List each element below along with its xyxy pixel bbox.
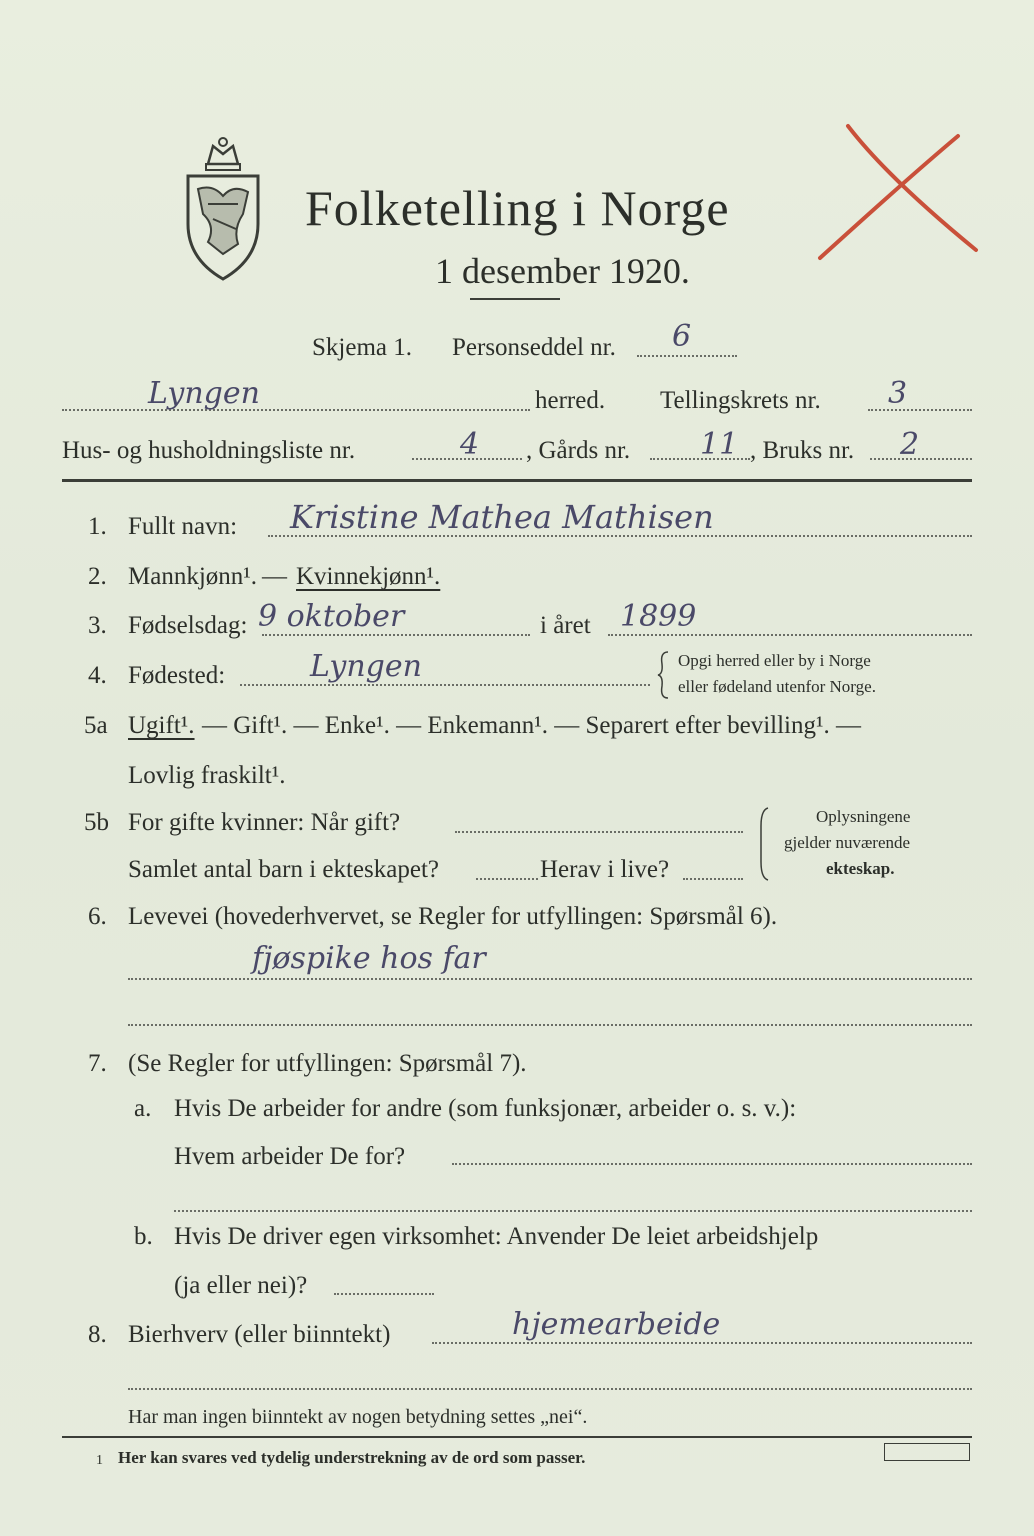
bruks-value: 2 <box>900 427 920 462</box>
footnote-mark: 1 <box>96 1453 103 1468</box>
q3-number: 3. <box>88 612 107 639</box>
q2-dash: — <box>262 563 287 590</box>
skjema-label: Skjema 1. <box>312 334 412 361</box>
footer-note: Har man ingen biinntekt av nogen betydning settes „nei“. <box>128 1406 588 1428</box>
q8-side-income: hjemearbeide <box>512 1307 721 1342</box>
q8-line2 <box>128 1388 972 1390</box>
herred-value: Lyngen <box>148 376 260 411</box>
q5b-married-line <box>455 831 743 833</box>
q5a-ugift-underlined: Ugift¹. <box>128 712 195 739</box>
q7a-employer-line <box>452 1163 972 1165</box>
bruks-label: , Bruks nr. <box>750 437 855 464</box>
title-divider <box>470 298 560 300</box>
footer-rule <box>62 1436 972 1438</box>
red-cross-mark-icon <box>808 118 983 268</box>
q7b-label: Hvis De driver egen virksomhet: Anvender De leiet arbeidshjelp <box>174 1223 819 1250</box>
q6-line1 <box>128 978 972 980</box>
personseddel-label: Personseddel nr. <box>452 334 616 361</box>
personseddel-line <box>637 355 737 357</box>
tellingskrets-line <box>868 409 972 411</box>
q4-brace-icon <box>656 650 670 700</box>
q5b-bracket-icon <box>758 806 770 882</box>
q3-year-label: i året <box>540 612 591 639</box>
q4-note-line2: eller fødeland utenfor Norge. <box>678 677 876 696</box>
q5b-children-line <box>476 878 538 880</box>
q3-birthday: 9 oktober <box>258 599 405 634</box>
q1-label: Fullt navn: <box>128 513 238 540</box>
q2-mann: Mannkjønn¹. <box>128 563 258 590</box>
q8-line1 <box>432 1342 972 1344</box>
q7a-label: Hvis De arbeider for andre (som funksjonær, arbeider o. s. v.): <box>174 1095 797 1122</box>
header-rule <box>62 479 972 482</box>
q5b-label-alive: Herav i live? <box>540 856 670 883</box>
q3-year-line <box>608 634 972 636</box>
q3-birth-year: 1899 <box>620 599 697 634</box>
q5b-number: 5b <box>84 809 109 836</box>
q7b-label-yesno: (ja eller nei)? <box>174 1272 308 1299</box>
q5b-note-line2: gjelder nuværende <box>784 833 911 852</box>
footnote-text: Her kan svares ved tydelig understrekning av de ord som passer. <box>118 1448 586 1467</box>
q7-label: (Se Regler for utfyllingen: Spørsmål 7). <box>128 1050 527 1077</box>
q7b-letter: b. <box>134 1223 153 1250</box>
q2-number: 2. <box>88 563 107 590</box>
husliste-label: Hus- og husholdningsliste nr. <box>62 437 356 464</box>
q1-number: 1. <box>88 513 107 540</box>
q8-number: 8. <box>88 1321 107 1348</box>
gards-value: 11 <box>700 427 739 462</box>
herred-line <box>62 409 530 411</box>
q5b-note-line1: Oplysningene <box>816 807 911 826</box>
q4-birthplace: Lyngen <box>310 649 422 684</box>
q7b-yesno-line <box>334 1293 434 1295</box>
form-title: Folketelling i Norge <box>305 180 730 236</box>
q6-label: Levevei (hovederhvervet, se Regler for utfyllingen: Spørsmål 6). <box>128 903 778 930</box>
q5a-number: 5a <box>84 712 108 739</box>
q5b-label-children: Samlet antal barn i ekteskapet? <box>128 856 439 883</box>
q4-line <box>240 684 650 686</box>
q6-number: 6. <box>88 903 107 930</box>
q5a-options: — Gift¹. — Enke¹. — Enkemann¹. — Separert efter bevilling¹. — <box>202 712 861 739</box>
q4-number: 4. <box>88 662 107 689</box>
q7-number: 7. <box>88 1050 107 1077</box>
q5a-option-fraskilt: Lovlig fraskilt¹. <box>128 762 286 789</box>
q5b-alive-line <box>683 878 743 880</box>
q4-label: Fødested: <box>128 662 226 689</box>
gards-label: , Gårds nr. <box>526 437 631 464</box>
census-date: 1 desember 1920. <box>435 251 690 291</box>
q4-note-line1: Opgi herred eller by i Norge <box>678 651 871 670</box>
q1-full-name: Kristine Mathea Mathisen <box>290 498 714 536</box>
q6-line2 <box>128 1024 972 1026</box>
q3-day-line <box>262 634 530 636</box>
q3-label: Fødselsdag: <box>128 612 248 639</box>
bruks-line <box>870 458 972 460</box>
personseddel-value: 6 <box>672 319 692 354</box>
q7a-letter: a. <box>134 1095 152 1122</box>
printer-stamp <box>884 1443 970 1461</box>
q6-occupation: fjøspike hos far <box>252 941 486 976</box>
coat-of-arms-icon <box>178 134 268 284</box>
q8-label: Bierhverv (eller biinntekt) <box>128 1321 391 1348</box>
herred-label: herred. <box>535 387 606 414</box>
tellingskrets-label: Tellingskrets nr. <box>660 387 821 414</box>
q7a-extra-line <box>174 1210 972 1212</box>
q5b-note-line3: ekteskap. <box>826 859 895 878</box>
q5b-label-married: For gifte kvinner: Når gift? <box>128 809 401 836</box>
q2-kvinne-underlined: Kvinnekjønn¹. <box>296 563 441 590</box>
q7a-label-employer: Hvem arbeider De for? <box>174 1143 406 1170</box>
tellingskrets-value: 3 <box>888 376 908 411</box>
husliste-value: 4 <box>460 427 480 462</box>
